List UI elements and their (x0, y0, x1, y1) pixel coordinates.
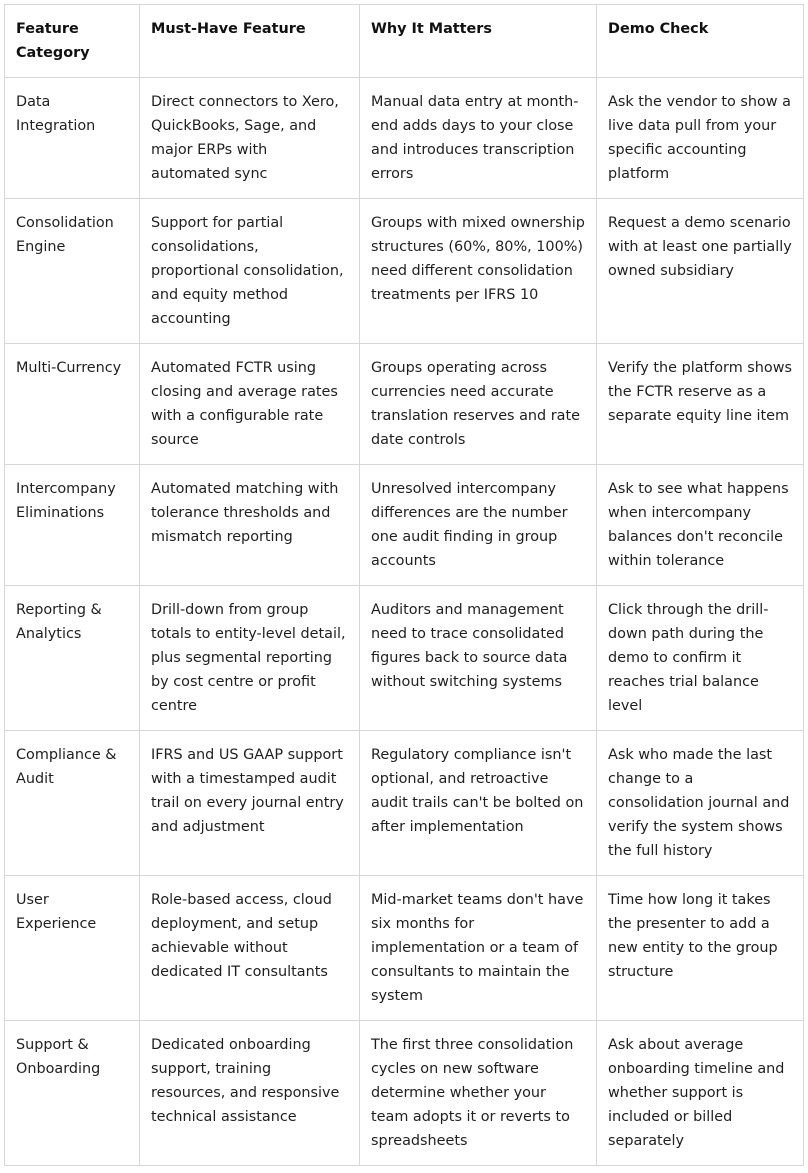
cell-feature: Automated FCTR using closing and average rates with a configurable rate source (140, 344, 360, 465)
cell-why: Unresolved intercompany differences are the number one audit finding in group accounts (360, 465, 597, 586)
cell-feature: IFRS and US GAAP support with a timestamped audit trail on every journal entry and adjustment (140, 731, 360, 876)
cell-category: Multi-Currency (5, 344, 140, 465)
cell-category: Compliance & Audit (5, 731, 140, 876)
table-row (5, 1021, 804, 1166)
header-must-have-feature: Must-Have Feature (140, 5, 360, 78)
cell-demo-check: Ask about average onboarding timeline and whether support is included or billed separately (597, 1021, 804, 1166)
table-row (5, 731, 804, 876)
cell-category: Support & Onboarding (5, 1021, 140, 1166)
cell-demo-check: Request a demo scenario with at least one partially owned subsidiary (597, 199, 804, 344)
cell-why: The first three consolidation cycles on new software determine whether your team adopts it or reverts to spreadsheets (360, 1021, 597, 1166)
cell-feature: Automated matching with tolerance thresholds and mismatch reporting (140, 465, 360, 586)
cell-feature: Dedicated onboarding support, training resources, and responsive technical assistance (140, 1021, 360, 1166)
cell-feature: Role-based access, cloud deployment, and setup achievable without dedicated IT consultants (140, 876, 360, 1021)
cell-why: Groups operating across currencies need accurate translation reserves and rate date controls (360, 344, 597, 465)
cell-demo-check: Time how long it takes the presenter to add a new entity to the group structure (597, 876, 804, 1021)
header-feature-category: Feature Category (5, 5, 140, 78)
cell-category: Consolidation Engine (5, 199, 140, 344)
cell-demo-check: Click through the drill-down path during the demo to confirm it reaches trial balance level (597, 586, 804, 731)
cell-feature: Support for partial consolidations, proportional consolidation, and equity method accounting (140, 199, 360, 344)
cell-why: Regulatory compliance isn't optional, and retroactive audit trails can't be bolted on after implementation (360, 731, 597, 876)
header-demo-check: Demo Check (597, 5, 804, 78)
cell-demo-check: Verify the platform shows the FCTR reserve as a separate equity line item (597, 344, 804, 465)
cell-category: Intercompany Eliminations (5, 465, 140, 586)
cell-category: Data Integration (5, 78, 140, 199)
cell-demo-check: Ask who made the last change to a consolidation journal and verify the system shows the full history (597, 731, 804, 876)
table-row (5, 78, 804, 199)
cell-demo-check: Ask to see what happens when intercompany balances don't reconcile within tolerance (597, 465, 804, 586)
cell-category: Reporting & Analytics (5, 586, 140, 731)
cell-demo-check: Ask the vendor to show a live data pull from your specific accounting platform (597, 78, 804, 199)
feature-comparison-table (4, 4, 804, 1166)
table-header-row (5, 5, 804, 78)
table-row (5, 465, 804, 586)
cell-why: Groups with mixed ownership structures (60%, 80%, 100%) need different consolidation treatments per IFRS 10 (360, 199, 597, 344)
cell-why: Auditors and management need to trace consolidated figures back to source data without switching systems (360, 586, 597, 731)
cell-category: User Experience (5, 876, 140, 1021)
table-row (5, 876, 804, 1021)
cell-why: Mid-market teams don't have six months for implementation or a team of consultants to maintain the system (360, 876, 597, 1021)
cell-feature: Direct connectors to Xero, QuickBooks, Sage, and major ERPs with automated sync (140, 78, 360, 199)
table-row (5, 586, 804, 731)
header-why-it-matters: Why It Matters (360, 5, 597, 78)
table-row (5, 199, 804, 344)
cell-feature: Drill-down from group totals to entity-level detail, plus segmental reporting by cost centre or profit centre (140, 586, 360, 731)
cell-why: Manual data entry at month-end adds days to your close and introduces transcription errors (360, 78, 597, 199)
table-row (5, 344, 804, 465)
